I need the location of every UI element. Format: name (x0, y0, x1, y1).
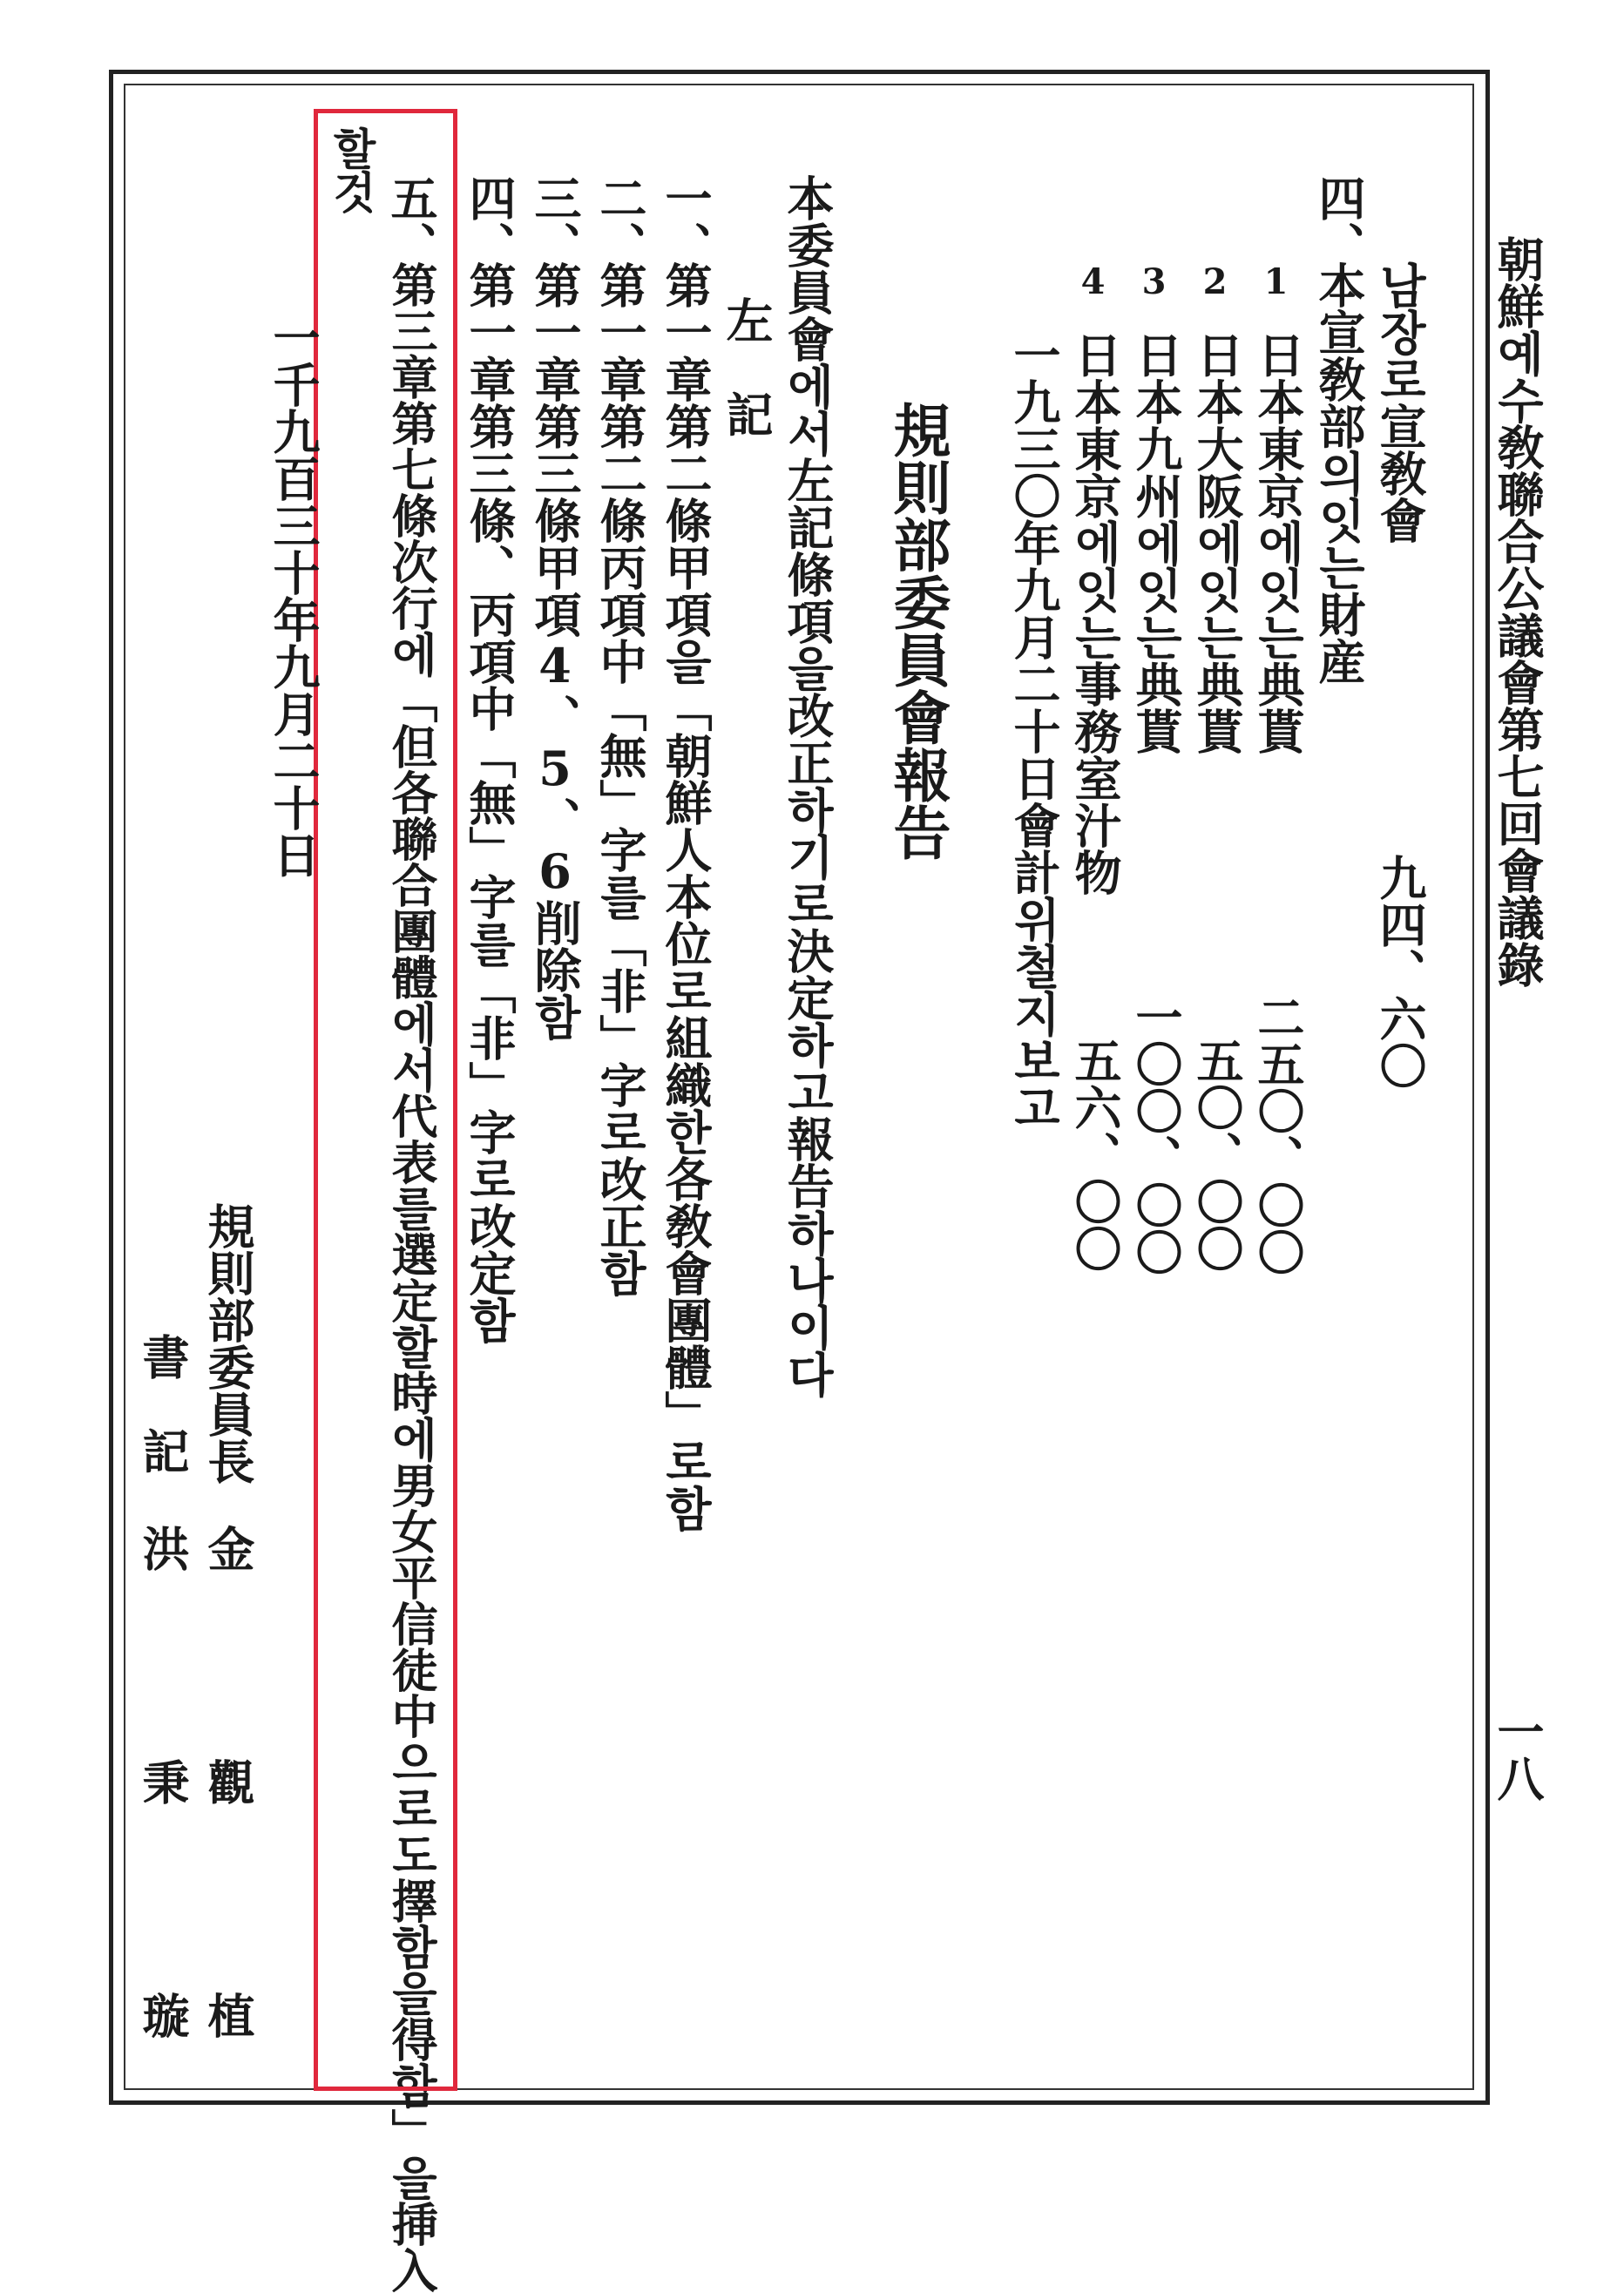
report-date: 一千九百三十年九月二十日 (266, 314, 321, 878)
item-label: 四、 (462, 174, 518, 268)
item-continuation: 할것 (326, 126, 377, 213)
page-number: 一八 (1490, 1708, 1546, 1802)
total-amount: 九四、六〇 (1372, 854, 1428, 1089)
item-text: 第一章第三條、丙項中「無」字를「非」字로改定함 (462, 261, 518, 1343)
item-label: 日本大阪에잇는典貰 (1189, 331, 1245, 754)
item-label: 三、 (527, 174, 583, 268)
report-heading: 規則部委員會報告 (883, 401, 951, 861)
item-amount: 二五〇、〇〇 (1250, 993, 1306, 1275)
item-number: 4 (1073, 261, 1113, 302)
item-amount: 五〇、〇〇 (1189, 1037, 1245, 1272)
running-title: 朝鮮예수敎聯合公議會第七回會議錄 (1490, 235, 1546, 988)
item-text: 第三章第七條次行에「但各聯合團體에서代表를選定할時에男女平信徒中으로도擇함을得함」을挿入 (384, 261, 438, 2293)
report-intro: 本委員會에서左記條項을改正하기로決定하고報告하나이다 (780, 174, 836, 1397)
item-label: 五、 (383, 174, 439, 268)
signature-title: 書 記 (135, 1333, 191, 1474)
church-name: 남장로宣敎會 (1372, 261, 1428, 544)
section-title: 本宣敎部의잇는財産 (1311, 261, 1367, 685)
item-label: 日本九州에잇는典貰 (1128, 331, 1184, 754)
item-text: 第一章第二條丙項中「無」字를「非」字로改正함 (592, 261, 648, 1296)
signature-title: 規則部委員長 (200, 1202, 256, 1485)
item-text: 第一章第三條甲項4、5、6削除함 (527, 261, 583, 1040)
left-note: 左 記 (719, 296, 775, 437)
signature-name: 洪 秉 璇 (135, 1525, 191, 2108)
item-label: 日本東京에잇는事務室汁物 (1067, 331, 1123, 896)
item-amount: 五六、〇〇 (1067, 1037, 1123, 1272)
section-label: 四、 (1311, 174, 1367, 268)
accounting-closing: 一九三〇年九月二十日會計위철지보고 (1006, 331, 1062, 1131)
signature-name: 金 觀 植 (200, 1525, 256, 2108)
item-number: 3 (1133, 261, 1174, 302)
item-label: 二、 (592, 174, 648, 268)
highlight-box (314, 109, 457, 2091)
item-amount: 一〇〇、〇〇 (1128, 993, 1184, 1275)
item-number: 1 (1255, 261, 1296, 302)
item-label: 一、 (658, 174, 714, 268)
item-number: 2 (1194, 261, 1235, 302)
item-label: 日本東京에잇는典貰 (1250, 331, 1306, 754)
item-text: 第一章第二條甲項을「朝鮮人本位로組織한各敎會團體」로함 (658, 261, 714, 1532)
